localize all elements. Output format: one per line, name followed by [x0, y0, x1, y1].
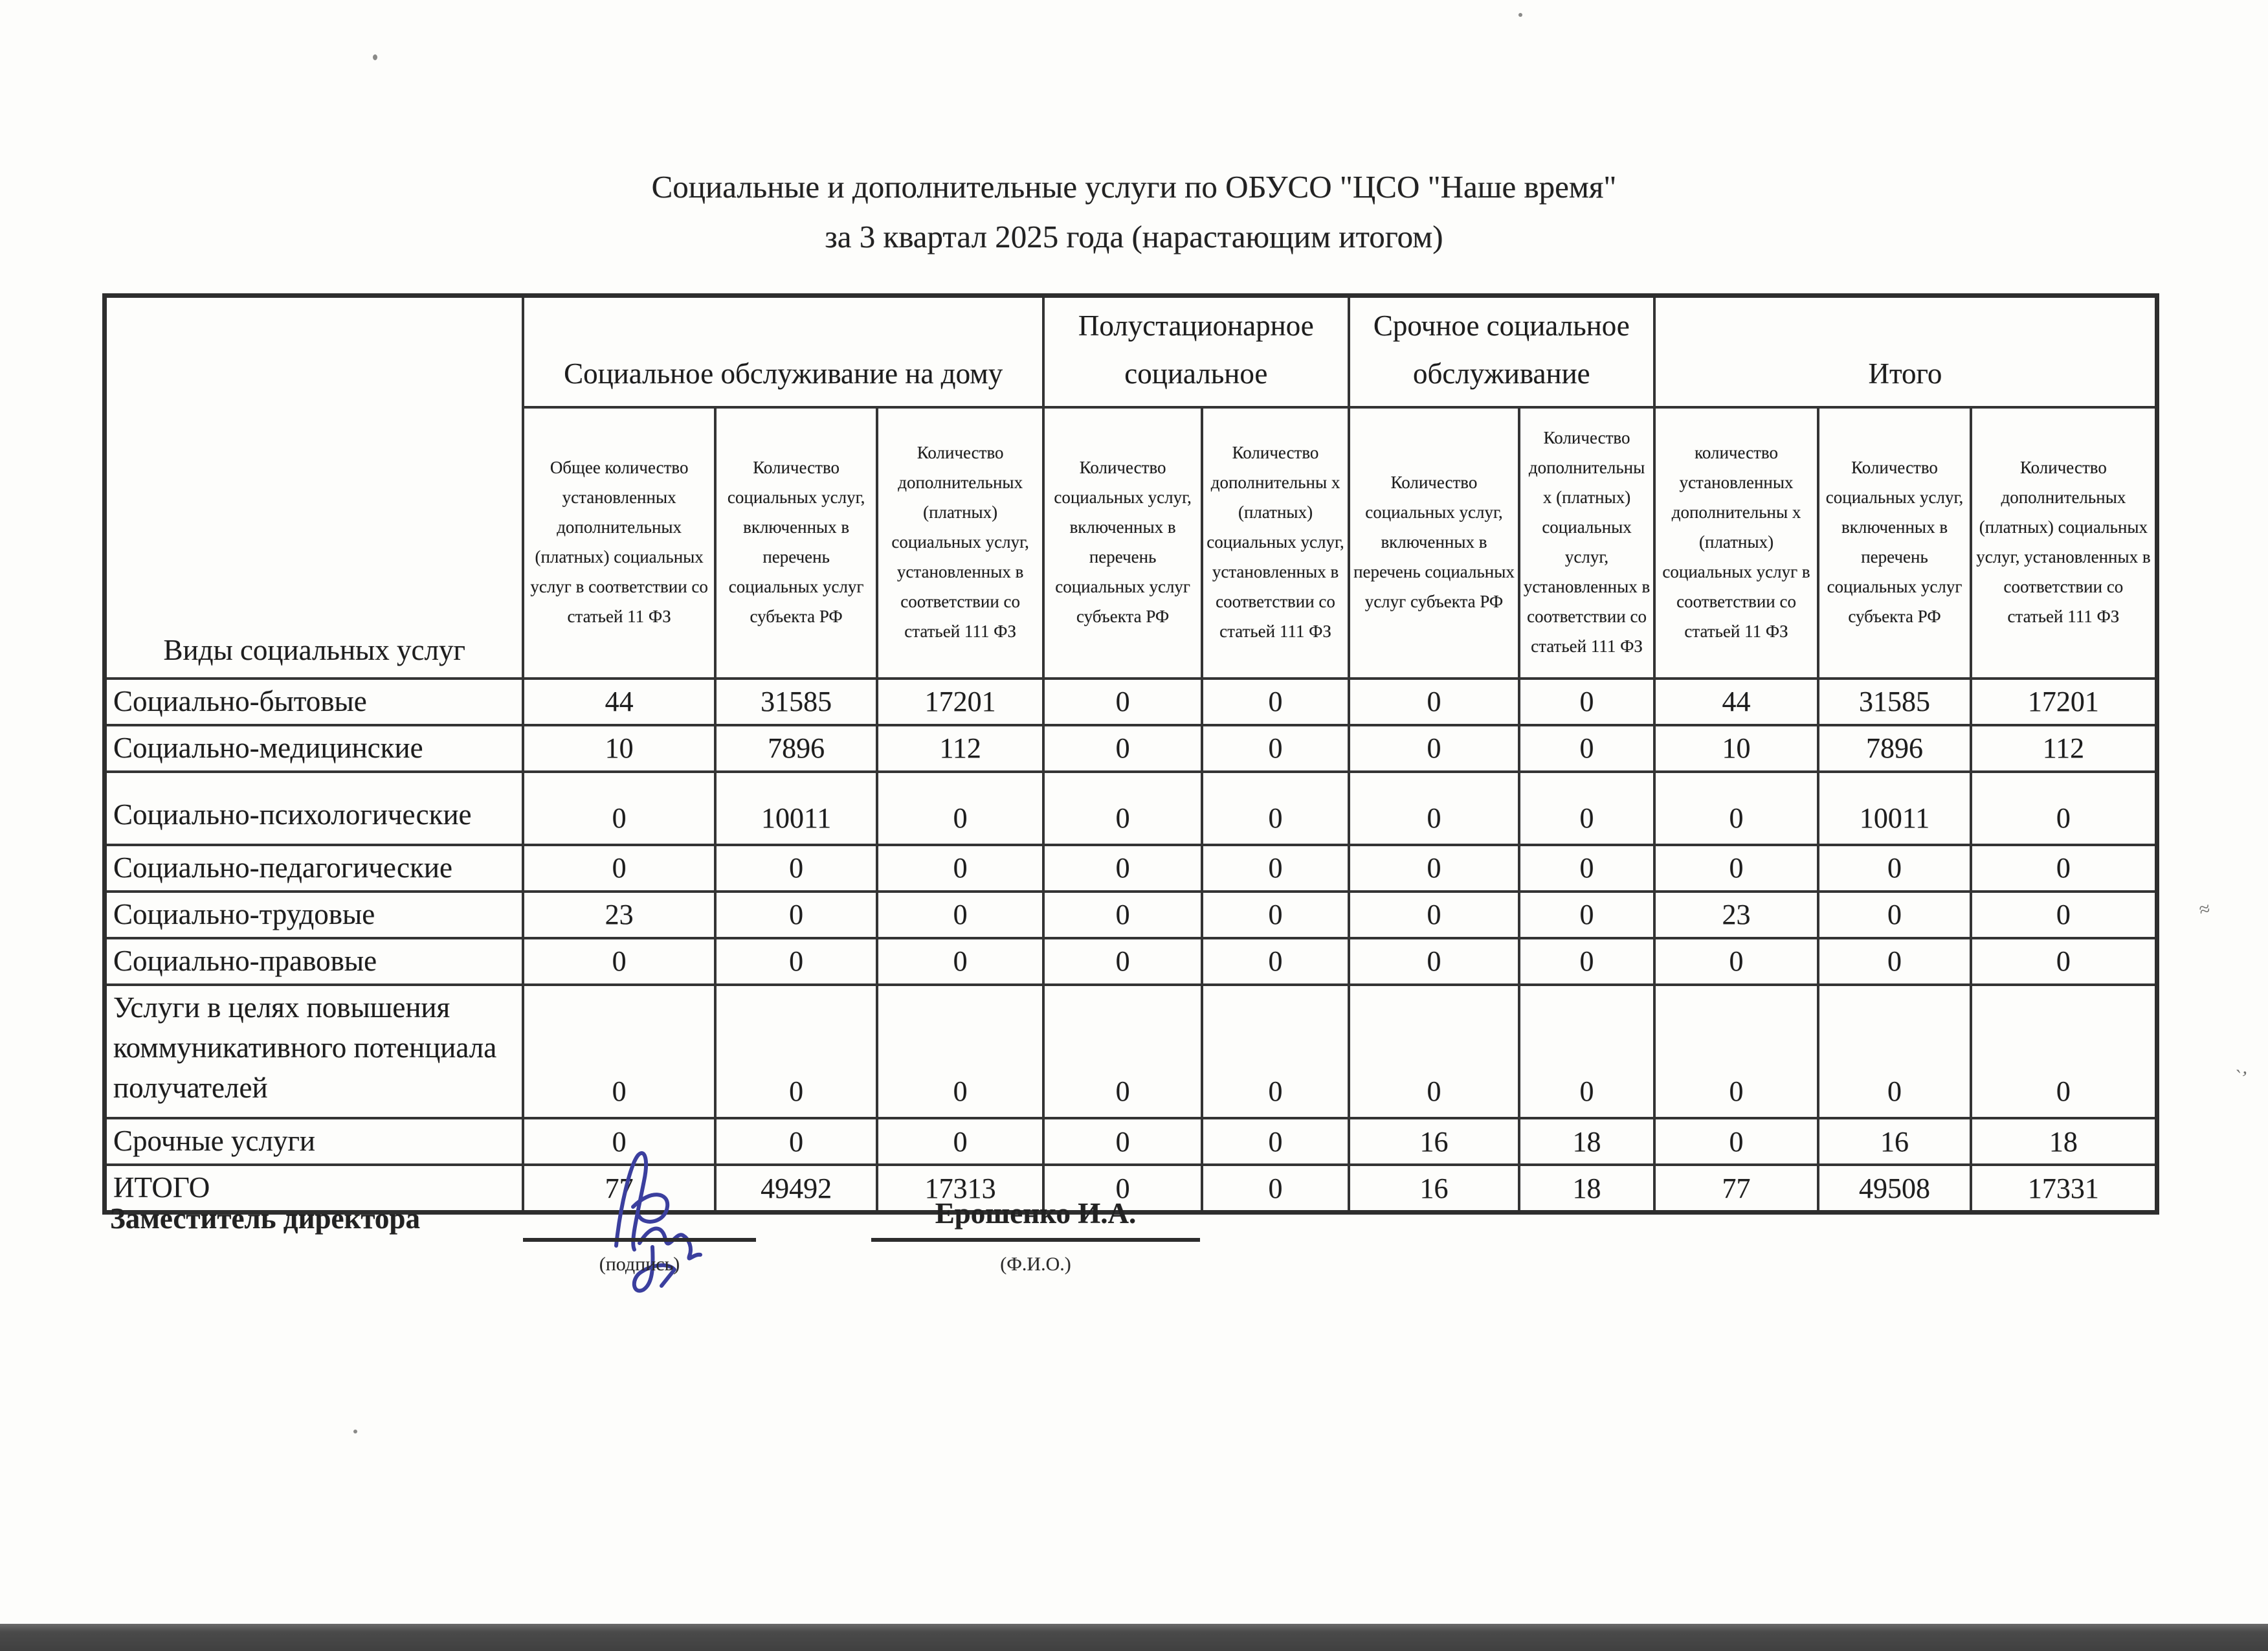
table-row: [105, 845, 2157, 892]
table-cell: 0: [1971, 772, 2157, 845]
name-caption: (Ф.И.О.): [1000, 1253, 1071, 1275]
table-row: [105, 772, 2157, 845]
table-cell: 44: [523, 679, 715, 725]
table-cell: 0: [1519, 938, 1654, 985]
table-cell: 0: [1349, 772, 1520, 845]
table-cell: 0: [1971, 938, 2157, 985]
table-cell: 0: [877, 772, 1043, 845]
table-cell: 7896: [1818, 725, 1971, 772]
column-header: Количество социальных услуг, включенных в перечень социальных услуг субъекта РФ: [1043, 407, 1202, 679]
table-cell: 0: [1519, 725, 1654, 772]
table-cell: 10: [1654, 725, 1818, 772]
row-label: Услуги в целях повышения коммуникативного потенциала получателей: [105, 985, 524, 1118]
row-label: Социально-трудовые: [105, 892, 524, 938]
row-header-label: Виды социальных услуг: [105, 296, 524, 679]
group-header: Социальное обслуживание на дому: [523, 296, 1043, 407]
table-cell: 0: [523, 845, 715, 892]
document-title: [0, 162, 2268, 262]
row-label: Социально-педагогические: [105, 845, 524, 892]
table-cell: 0: [1202, 938, 1348, 985]
table-cell: 0: [1818, 985, 1971, 1118]
services-table: [102, 293, 2159, 1215]
row-label: Социально-правовые: [105, 938, 524, 985]
scan-artifact: `’: [2232, 1066, 2249, 1090]
column-header: Количество дополнительны х (платных) социальных услуг, установленных в соответствии со статьей 111 ФЗ: [1519, 407, 1654, 679]
position-label: Заместитель директора: [110, 1202, 420, 1235]
table-cell: 0: [1654, 938, 1818, 985]
column-header: Количество дополнительных (платных) социальных услуг, установленных в соответствии со статьей 111 ФЗ: [1971, 407, 2157, 679]
table-cell: 0: [877, 985, 1043, 1118]
table-cell: 18: [1519, 1118, 1654, 1165]
table-cell: 0: [715, 892, 878, 938]
table-cell: 0: [1202, 679, 1348, 725]
column-header: Количество социальных услуг, включенных в перечень социальных услуг субъекта РФ: [715, 407, 878, 679]
row-label: Социально-медицинские: [105, 725, 524, 772]
table-cell: 0: [1202, 772, 1348, 845]
scan-artifact: ≈: [2197, 897, 2212, 921]
table-cell: 0: [1202, 985, 1348, 1118]
title-line-2: за 3 квартал 2025 года (нарастающим итогом): [825, 219, 1443, 254]
table-cell: 0: [877, 845, 1043, 892]
table-row: [105, 985, 2157, 1118]
column-header: Количество дополнительны х (платных) социальных услуг, установленных в соответствии со статьей 111 ФЗ: [1202, 407, 1348, 679]
table-cell: 0: [1818, 845, 1971, 892]
table-cell: 0: [1971, 845, 2157, 892]
table-cell: 0: [715, 1118, 878, 1165]
table-cell: 0: [877, 892, 1043, 938]
table-cell: 10011: [1818, 772, 1971, 845]
table-cell: 49508: [1818, 1165, 1971, 1213]
table-row: [105, 892, 2157, 938]
table-cell: 18: [1971, 1118, 2157, 1165]
table-cell: 0: [1349, 845, 1520, 892]
table-cell: 0: [1043, 1165, 1202, 1213]
signer-name: Ерошенко И.А.: [935, 1197, 1137, 1230]
table-cell: 17201: [877, 679, 1043, 725]
table-cell: 0: [1519, 985, 1654, 1118]
column-header: Количество социальных услуг, включенных в перечень социальных услуг субъекта РФ: [1818, 407, 1971, 679]
column-header: количество установленных дополнительны х (платных) социальных услуг в соответствии со статьей 11 ФЗ: [1654, 407, 1818, 679]
row-label: Социально-бытовые: [105, 679, 524, 725]
table-cell: 0: [877, 1118, 1043, 1165]
scan-artifact: [373, 54, 377, 60]
scan-artifact: [1518, 13, 1522, 17]
table-cell: 0: [1202, 1118, 1348, 1165]
table-cell: 31585: [715, 679, 878, 725]
table-cell: 0: [1519, 845, 1654, 892]
table-cell: 0: [715, 985, 878, 1118]
table-cell: 77: [523, 1165, 715, 1213]
table-cell: 0: [1202, 1165, 1348, 1213]
table-cell: 0: [1202, 845, 1348, 892]
table-row: [105, 725, 2157, 772]
table-cell: 0: [1971, 892, 2157, 938]
row-label: Срочные услуги: [105, 1118, 524, 1165]
group-header: Итого: [1654, 296, 2157, 407]
table-cell: 49492: [715, 1165, 878, 1213]
scan-artifact: [353, 1430, 357, 1433]
table-cell: 0: [1043, 1118, 1202, 1165]
table-row: [105, 1118, 2157, 1165]
table-cell: 0: [1654, 845, 1818, 892]
table-cell: 17313: [877, 1165, 1043, 1213]
table-cell: 0: [1043, 725, 1202, 772]
table-cell: 0: [523, 985, 715, 1118]
table-cell: 77: [1654, 1165, 1818, 1213]
table-cell: 0: [1818, 892, 1971, 938]
table-cell: 0: [1519, 772, 1654, 845]
table-row: [105, 938, 2157, 985]
column-header: Количество социальных услуг, включенных в перечень социальных услуг субъекта РФ: [1349, 407, 1520, 679]
table-cell: 0: [877, 938, 1043, 985]
table-cell: 0: [1202, 725, 1348, 772]
table-cell: 0: [523, 772, 715, 845]
table-cell: 0: [1043, 985, 1202, 1118]
table-cell: 0: [1349, 679, 1520, 725]
scanner-edge-strip: [0, 1624, 2268, 1651]
row-label: ИТОГО: [105, 1165, 524, 1213]
table-cell: 0: [1971, 985, 2157, 1118]
table-cell: 0: [523, 938, 715, 985]
table-cell: 18: [1519, 1165, 1654, 1213]
table-cell: 0: [1519, 892, 1654, 938]
column-header: Количество дополнительных (платных) социальных услуг, установленных в соответствии со статьей 111 ФЗ: [877, 407, 1043, 679]
group-header: Полустационарное социальное: [1043, 296, 1349, 407]
table-cell: 17331: [1971, 1165, 2157, 1213]
table-cell: 0: [1349, 938, 1520, 985]
table-cell: 10: [523, 725, 715, 772]
table-cell: 0: [1043, 772, 1202, 845]
table-cell: 0: [1349, 725, 1520, 772]
table-cell: 112: [877, 725, 1043, 772]
group-header: Срочное социальное обслуживание: [1349, 296, 1654, 407]
table-cell: 0: [715, 938, 878, 985]
table-cell: 44: [1654, 679, 1818, 725]
table-cell: 0: [1654, 1118, 1818, 1165]
row-label: Социально-психологические: [105, 772, 524, 845]
handwritten-signature: [554, 1145, 774, 1300]
table-row: [105, 679, 2157, 725]
table-cell: 0: [1349, 985, 1520, 1118]
table-cell: 10011: [715, 772, 878, 845]
table-cell: 16: [1349, 1118, 1520, 1165]
signature-line: [523, 1238, 756, 1242]
table-cell: 0: [715, 845, 878, 892]
table-cell: 0: [1349, 892, 1520, 938]
table-cell: 0: [1818, 938, 1971, 985]
table-cell: 0: [1202, 892, 1348, 938]
table-cell: 23: [523, 892, 715, 938]
title-line-1: Социальные и дополнительные услуги по ОБУСО "ЦСО "Наше время": [651, 169, 1617, 205]
table-cell: 0: [1043, 845, 1202, 892]
table-cell: 0: [1043, 892, 1202, 938]
table-cell: 17201: [1971, 679, 2157, 725]
table-cell: 23: [1654, 892, 1818, 938]
table-cell: 0: [1519, 679, 1654, 725]
table-cell: 31585: [1818, 679, 1971, 725]
column-header: Общее количество установленных дополнительных (платных) социальных услуг в соответствии со статьей 11 ФЗ: [523, 407, 715, 679]
table-cell: 7896: [715, 725, 878, 772]
table-cell: 16: [1818, 1118, 1971, 1165]
table-cell: 0: [1654, 985, 1818, 1118]
table-cell: 16: [1349, 1165, 1520, 1213]
table-cell: 0: [1043, 938, 1202, 985]
name-line: [871, 1238, 1200, 1242]
table-cell: 0: [1043, 679, 1202, 725]
table-cell: 0: [1654, 772, 1818, 845]
signature-caption: (подпись): [599, 1253, 680, 1275]
table-cell: 0: [523, 1118, 715, 1165]
table-cell: 112: [1971, 725, 2157, 772]
